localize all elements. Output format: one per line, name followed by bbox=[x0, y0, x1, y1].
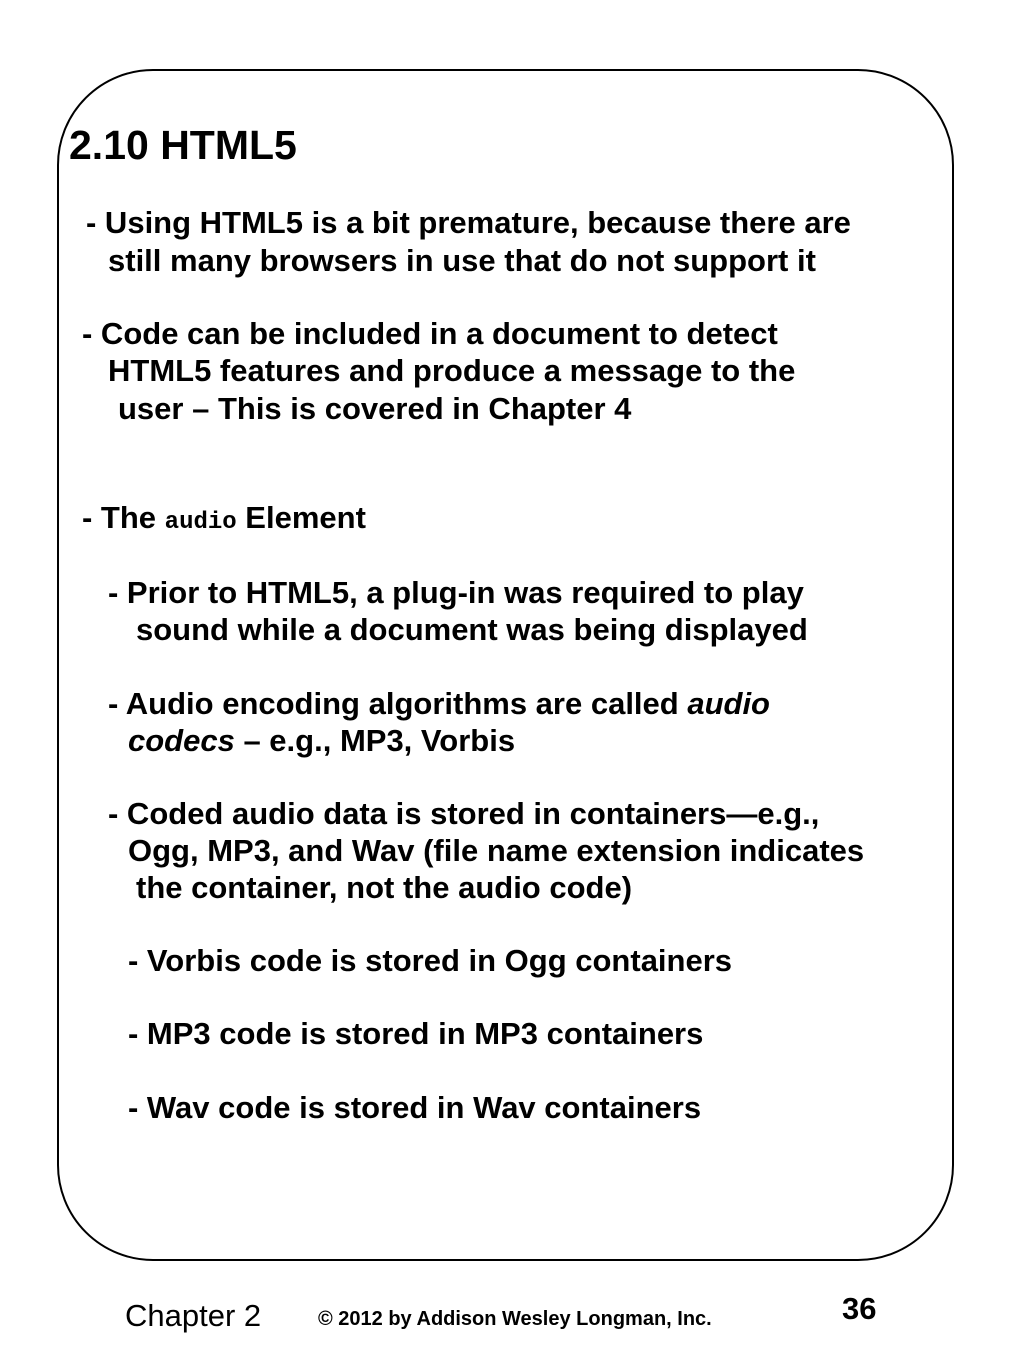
footer-chapter: Chapter 2 bbox=[125, 1298, 262, 1333]
bullet-detect-features-line-3: user – This is covered in Chapter 4 bbox=[118, 391, 632, 426]
sub-bullet-containers-line-3: the container, not the audio code) bbox=[136, 870, 633, 905]
bullet-audio-element bbox=[82, 499, 366, 542]
slide-title: 2.10 HTML5 bbox=[69, 122, 297, 168]
codecs-text: - Audio encoding algorithms are called bbox=[108, 686, 688, 721]
audio-element-suffix: Element bbox=[236, 500, 366, 535]
sub-bullet-plugin-line-1: - Prior to HTML5, a plug-in was required to play bbox=[108, 575, 804, 610]
sub-bullet-plugin-line-2: sound while a document was being displayed bbox=[136, 612, 808, 647]
codecs-examples: – e.g., MP3, Vorbis bbox=[234, 723, 516, 758]
bullet-detect-features-line-2: HTML5 features and produce a message to the bbox=[108, 353, 796, 388]
sub-sub-bullet-mp3: - MP3 code is stored in MP3 containers bbox=[128, 1016, 704, 1051]
codecs-term-codecs: codecs bbox=[128, 723, 235, 758]
sub-sub-bullet-vorbis: - Vorbis code is stored in Ogg containers bbox=[128, 943, 733, 978]
codecs-term-audio: audio bbox=[687, 686, 770, 721]
bullet-detect-features-line-1: - Code can be included in a document to detect bbox=[82, 316, 778, 351]
sub-bullet-codecs-line-2 bbox=[128, 722, 515, 760]
bullet-html5-premature-line-1: - Using HTML5 is a bit premature, because there are bbox=[86, 205, 851, 240]
audio-element-code: audio bbox=[164, 509, 237, 536]
audio-element-prefix: - The bbox=[82, 500, 165, 535]
footer-copyright: © 2012 by Addison Wesley Longman, Inc. bbox=[318, 1308, 712, 1330]
sub-bullet-codecs-line-1 bbox=[108, 685, 770, 723]
sub-sub-bullet-wav: - Wav code is stored in Wav containers bbox=[128, 1090, 702, 1125]
sub-bullet-containers-line-1: - Coded audio data is stored in containers—e.g., bbox=[108, 796, 820, 831]
page-number: 36 bbox=[842, 1291, 877, 1326]
sub-bullet-containers-line-2: Ogg, MP3, and Wav (file name extension indicates bbox=[128, 833, 865, 868]
bullet-html5-premature-line-2: still many browsers in use that do not support it bbox=[108, 243, 816, 278]
